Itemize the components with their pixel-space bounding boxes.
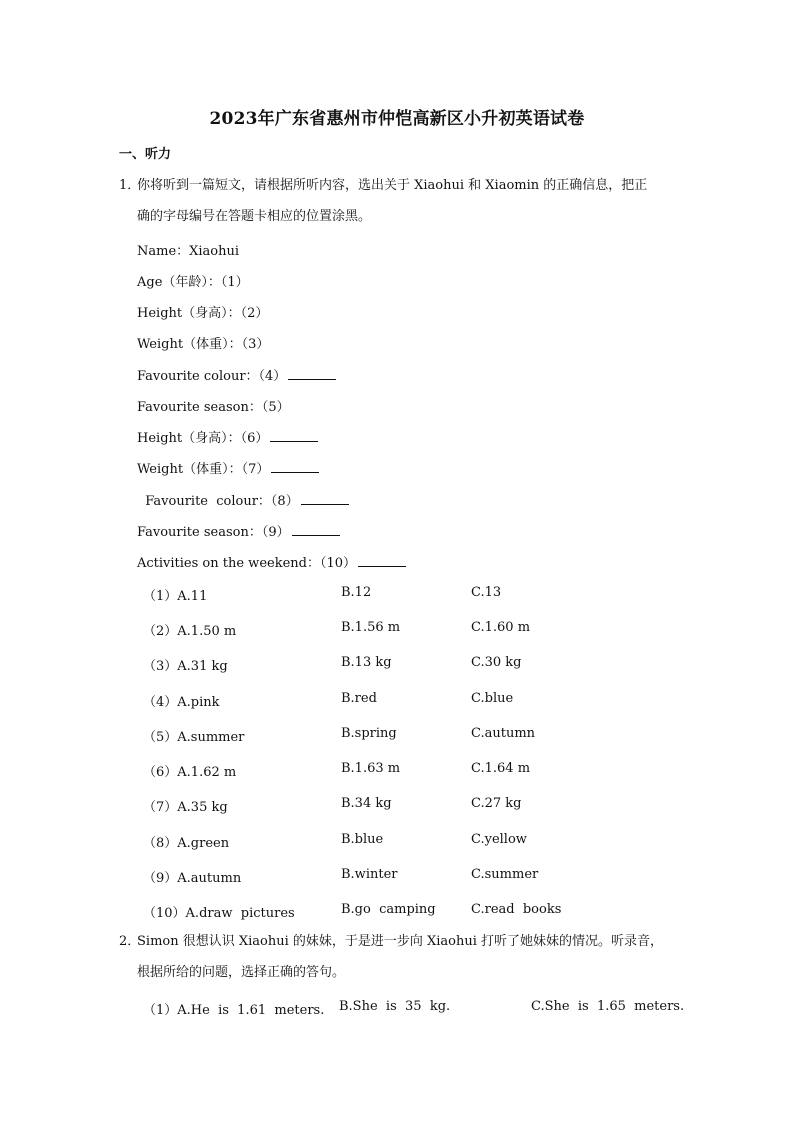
question-text-line: 根据所给的问题，选择正确的答句。 — [137, 965, 346, 980]
question-number: 1． — [119, 178, 141, 193]
option-b[interactable]: B.She is 35 kg. — [339, 999, 451, 1014]
question-number: 2． — [119, 934, 141, 949]
option-b[interactable]: B.13 kg — [341, 655, 392, 670]
option-c[interactable]: C.summer — [471, 867, 539, 882]
option-a[interactable]: （7）A.35 kg — [143, 800, 228, 815]
question-text-line: 确的字母编号在答题卡相应的位置涂黑。 — [137, 209, 372, 224]
info-line: Favourite season：（5） — [137, 400, 290, 415]
option-c[interactable]: C.1.64 m — [471, 761, 531, 776]
info-line: Favourite colour：（4） — [137, 365, 336, 384]
option-c[interactable]: C.blue — [471, 691, 514, 706]
option-a[interactable]: （4）A.pink — [143, 695, 220, 710]
option-a[interactable]: （8）A.green — [143, 836, 230, 851]
option-b[interactable]: B.winter — [341, 867, 398, 882]
info-line: Weight（体重）：（7） — [137, 458, 319, 477]
question-2 — [119, 926, 679, 957]
option-a[interactable]: （2）A.1.50 m — [143, 624, 237, 639]
option-a[interactable]: （1）A.11 — [143, 589, 208, 604]
answer-blank[interactable] — [301, 493, 349, 505]
option-b[interactable]: B.red — [341, 691, 377, 706]
info-line: Height（身高）：（2） — [137, 306, 269, 321]
info-line: Name：Xiaohui — [137, 244, 240, 259]
option-b[interactable]: B.34 kg — [341, 796, 392, 811]
answer-blank[interactable] — [271, 461, 319, 473]
option-b[interactable]: B.12 — [341, 585, 372, 600]
option-b[interactable]: B.1.56 m — [341, 620, 401, 635]
option-a[interactable]: （5）A.summer — [143, 730, 245, 745]
section-heading-listening: 一、听力 — [119, 147, 172, 162]
option-c[interactable]: C.yellow — [471, 832, 527, 847]
option-c[interactable]: C.autumn — [471, 726, 536, 741]
option-c[interactable]: C.She is 1.65 meters. — [531, 999, 685, 1014]
answer-blank[interactable] — [292, 524, 340, 536]
option-b[interactable]: B.1.63 m — [341, 761, 401, 776]
option-b[interactable]: B.blue — [341, 832, 384, 847]
option-c[interactable]: C.30 kg — [471, 655, 522, 670]
answer-blank[interactable] — [288, 368, 336, 380]
info-line: Favourite colour：（8） — [137, 490, 349, 509]
option-c[interactable]: C.13 — [471, 585, 502, 600]
option-b[interactable]: B.go camping — [341, 902, 436, 917]
option-c[interactable]: C.27 kg — [471, 796, 522, 811]
info-line: Age（年龄）：（1） — [137, 275, 249, 290]
option-a[interactable]: （10）A.draw pictures — [143, 906, 295, 921]
info-line: Height（身高）：（6） — [137, 427, 318, 446]
option-a[interactable]: （1）A.He is 1.61 meters. — [143, 1003, 325, 1018]
option-a[interactable]: （3）A.31 kg — [143, 659, 228, 674]
info-line: Favourite season：（9） — [137, 521, 340, 540]
question-1 — [119, 170, 679, 201]
option-a[interactable]: （9）A.autumn — [143, 871, 242, 886]
option-b[interactable]: B.spring — [341, 726, 397, 741]
option-c[interactable]: C.read books — [471, 902, 562, 917]
option-a[interactable]: （6）A.1.62 m — [143, 765, 237, 780]
question-text-line: Simon 很想认识 Xiaohui 的妹妹，于是进一步向 Xiaohui 打听了她妹妹的情况。听录音， — [137, 934, 664, 949]
question-text-line: 你将听到一篇短文，请根据所听内容，选出关于 Xiaohui 和 Xiaomin 的正确信息，把正 — [137, 178, 648, 193]
page-title: 2023年广东省惠州市仲恺高新区小升初英语试卷 — [209, 109, 585, 129]
info-line: Weight（体重）：（3） — [137, 337, 270, 352]
answer-blank[interactable] — [358, 555, 406, 567]
info-line: Activities on the weekend：（10） — [137, 552, 406, 571]
answer-blank[interactable] — [270, 430, 318, 442]
option-c[interactable]: C.1.60 m — [471, 620, 531, 635]
